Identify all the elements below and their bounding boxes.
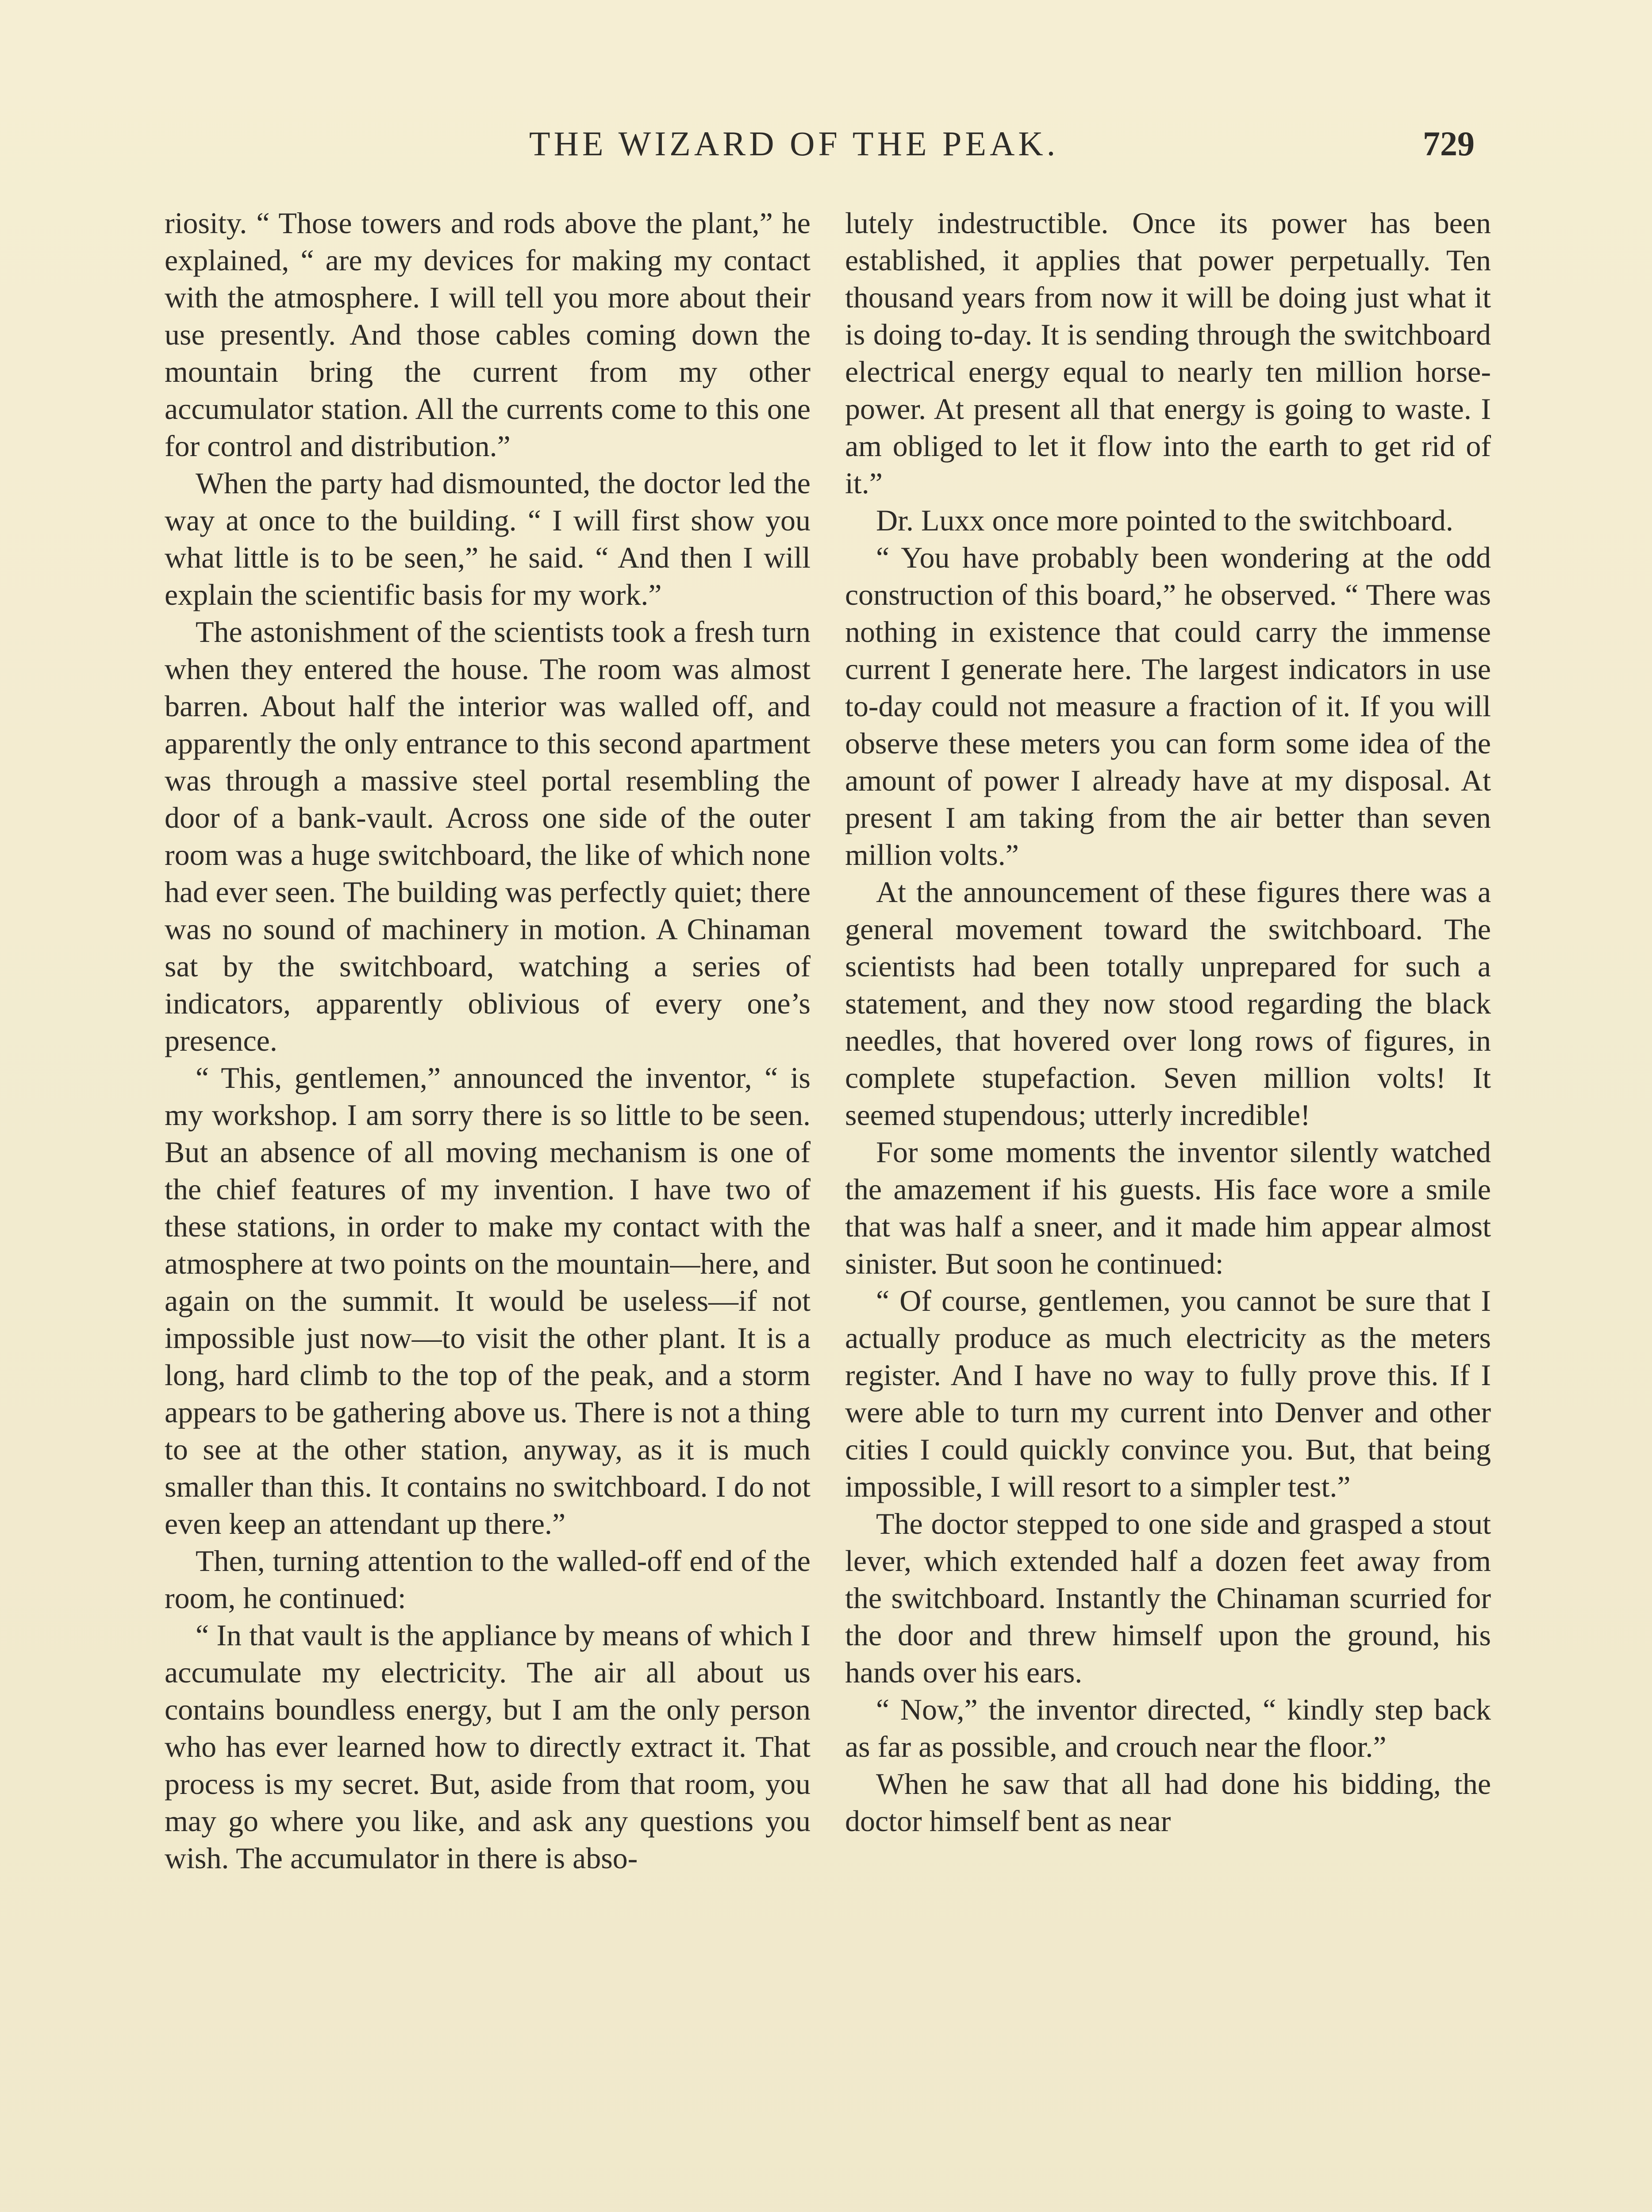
paragraph: The astonishment of the scientists took a fresh turn when they entered the house. The room was almost barren. About half the interior was walled off, and apparently the only entrance to this second apartment was through a massive steel portal resembling the door of a bank-vault. Across one side of the outer room was a huge switchboard, the like of which none had ever seen. The building was perfectly quiet; there was no sound of machinery in motion. A Chinaman sat by the switchboard, watching a series of indicators, apparently oblivious of every one’s presence.: [165, 615, 811, 1057]
paragraph: At the announcement of these figures there was a general movement toward the switchboard. The scientists had been totally unprepared for such a statement, and they now stood regarding the black needles, that hovered over long rows of figures, in complete stupefaction. Seven million volts! It seemed stupendous; utterly incredible!: [845, 875, 1491, 1132]
left-column: [165, 204, 811, 1877]
paragraph: When the party had dismounted, the doctor led the way at once to the building. “ I will first show you what little is to be seen,” he said. “ And then I will explain the scientific basis for my work.”: [165, 466, 811, 611]
paragraph: “ Now,” the inventor directed, “ kindly step back as far as possible, and crouch near the floor.”: [845, 1693, 1491, 1763]
paragraph: When he saw that all had done his bidding, the doctor himself bent as near: [845, 1767, 1491, 1838]
running-title: THE WIZARD OF THE PEAK.: [529, 124, 1059, 163]
page-number: 729: [1423, 124, 1475, 163]
paragraph: Dr. Luxx once more pointed to the switchboard.: [876, 503, 1453, 537]
paragraph: “ This, gentlemen,” announced the inventor, “ is my workshop. I am sorry there is so little to be seen. But an absence of all moving mechanism is one of the chief features of my invention. I have two of these stations, in order to make my contact with the atmosphere at two points on the mountain—here, and again on the summit. It would be useless—if not impossible just now—to visit the other plant. It is a long, hard climb to the top of the peak, and a storm appears to be gathering above us. There is not a thing to see at the other station, anyway, as it is much smaller than this. It contains no switchboard. I do not even keep an attendant up there.”: [165, 1061, 811, 1540]
paragraph: For some moments the inventor silently watched the amazement if his guests. His face wore a smile that was half a sneer, and it made him appear almost sinister. But soon he continued:: [845, 1135, 1491, 1280]
paragraph: “ Of course, gentlemen, you cannot be sure that I actually produce as much electricity as the meters register. And I have no way to fully prove this. If I were able to turn my current into Denver and other cities I could quickly convince you. But, that being impossible, I will resort to a simpler test.”: [845, 1284, 1491, 1503]
paragraph: The doctor stepped to one side and grasped a stout lever, which extended half a dozen feet away from the switchboard. Instantly the Chinaman scurried for the door and threw himself upon the ground, his hands over his ears.: [845, 1507, 1491, 1689]
paragraph: Then, turning attention to the walled-off end of the room, he continued:: [165, 1544, 811, 1615]
paragraph: “ You have probably been wondering at the odd construction of this board,” he observed. “ There was nothing in existence that could carry the immense current I generate here. The largest indicators in use to-day could not measure a fraction of it. If you will observe these meters you can form some idea of the amount of power I already have at my disposal. At present I am taking from the air better than seven million volts.”: [845, 541, 1491, 872]
paragraph: riosity. “ Those towers and rods above the plant,” he explained, “ are my devices for making my contact with the atmosphere. I will tell you more about their use presently. And those cables coming down the mountain bring the current from my other accumulator station. All the currents come to this one for control and distribution.”: [165, 206, 811, 463]
paragraph: “ In that vault is the appliance by means of which I accumulate my electricity. The air all about us contains boundless energy, but I am the only person who has ever learned how to directly extract it. That process is my secret. But, aside from that room, you may go where you like, and ask any questions you wish. The accumulator in there is abso-: [165, 1618, 811, 1875]
paragraph: lutely indestructible. Once its power has been established, it applies that power perpetually. Ten thousand years from now it will be doing just what it is doing to-day. It is sending through the switchboard electrical energy equal to nearly ten million horse-power. At present all that energy is going to waste. I am obliged to let it flow into the earth to get rid of it.”: [845, 206, 1491, 500]
right-column: [845, 204, 1491, 1839]
